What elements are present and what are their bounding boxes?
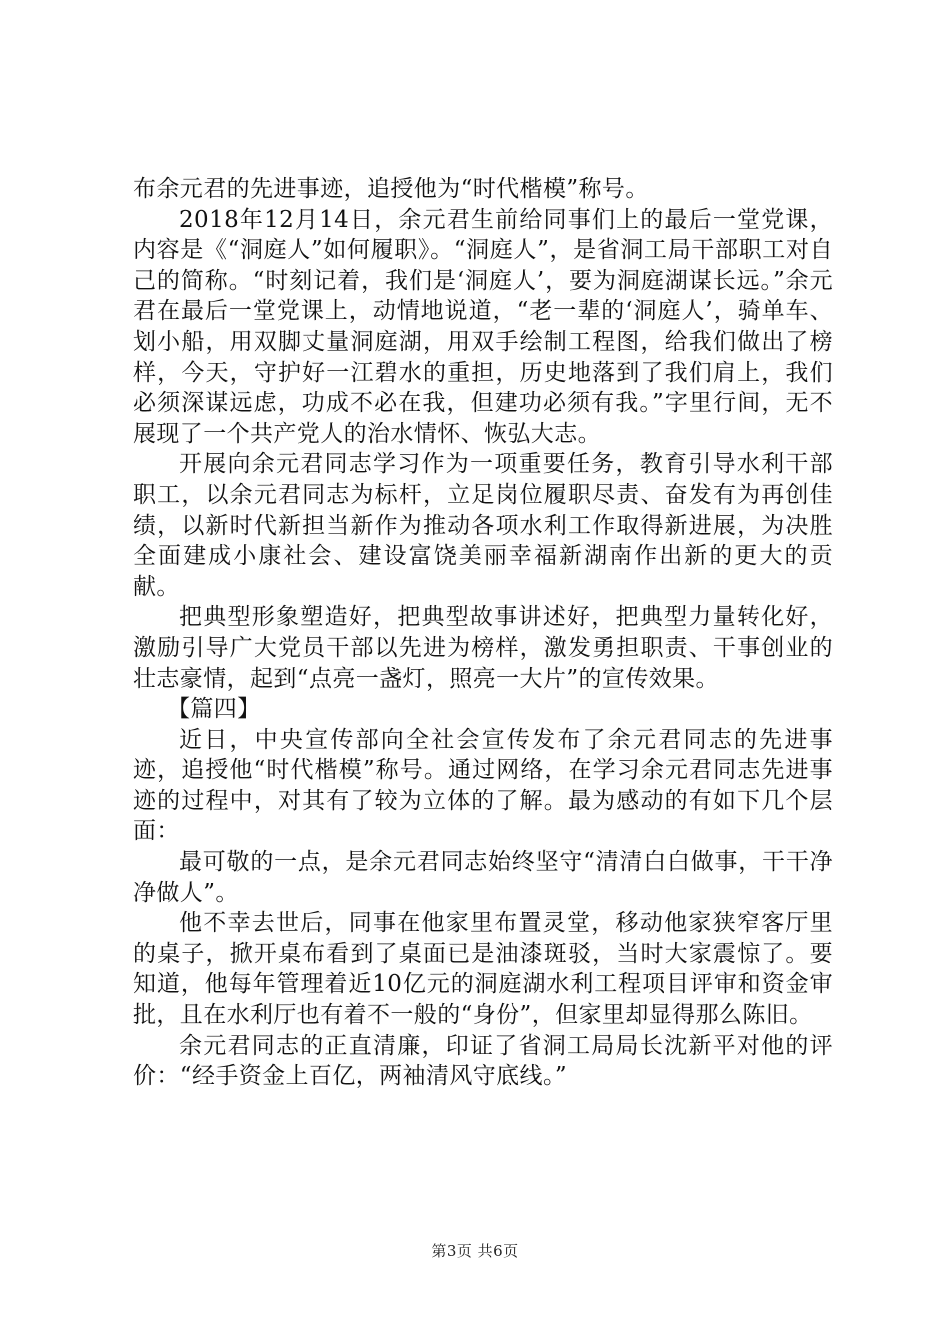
- paragraph-continuation: 布余元君的先进事迹，追授他为“时代楷模”称号。: [133, 176, 649, 202]
- paragraph-integrity: 余元君同志的正直清廉，印证了省洞工局局长沈新平对他的评价：“经手资金上百亿，两袖清风守底线。”: [133, 1032, 833, 1090]
- page-footer: [0, 1240, 950, 1261]
- paragraph-typical-example: 把典型形象塑造好，把典型故事讲述好，把典型力量转化好，激励引导广大党员干部以先进为榜样，激发勇担职责、干事创业的壮志豪情，起到“点亮一盏灯，照亮一大片”的宣传效果。: [133, 604, 833, 692]
- paragraph-after-death: 他不幸去世后，同事在他家里布置灵堂，移动他家狭窄客厅里的桌子，掀开桌布看到了桌面已是油漆斑驳，当时大家震惊了。要知道，他每年管理着近10亿元的洞庭湖水利工程项目评审和资金审批，且在水利厅也有着不一般的“身份”，但家里却显得那么陈旧。: [133, 910, 833, 1029]
- paragraph-last-party-lesson: 2018年12月14日，余元君生前给同事们上的最后一堂党课，内容是《“洞庭人”如何履职》。“洞庭人”，是省洞工局干部职工对自己的简称。“时刻记着，我们是‘洞庭人’，要为洞庭湖谋长远。”余元君在最后一堂党课上，动情地说道，“老一辈的‘洞庭人’，骑单车、划小船，用双脚丈量洞庭湖，用双手绘制工程图，给我们做出了榜样，今天，守护好一江碧水的重担，历史地落到了我们肩上，我们必须深谋远虑，功成不必在我，但建功必须有我。”字里行间，无不展现了一个共产党人的治水情怀、恢弘大志。: [133, 206, 833, 447]
- paragraph-learning-task: 开展向余元君同志学习作为一项重要任务，教育引导水利干部职工，以余元君同志为标杆，立足岗位履职尽责、奋发有为再创佳绩，以新时代新担当新作为推动各项水利工作取得新进展，为决胜全面建成小康社会、建设富饶美丽幸福新湖南作出新的更大的贡献。: [133, 451, 833, 600]
- document-body: [133, 174, 833, 1092]
- paragraph-most-respectable: 最可敬的一点，是余元君同志始终坚守“清清白白做事，干干净净做人”。: [133, 849, 833, 906]
- paragraph-recent-news: 近日，中央宣传部向全社会宣传发布了余元君同志的先进事迹，追授他“时代楷模”称号。通过网络，在学习余元君同志先进事迹的过程中，对其有了较为立体的了解。最为感动的有如下几个层面：: [133, 726, 833, 845]
- section-heading: 【篇四】: [167, 696, 261, 723]
- page-number: 第3页 共6页: [431, 1242, 519, 1260]
